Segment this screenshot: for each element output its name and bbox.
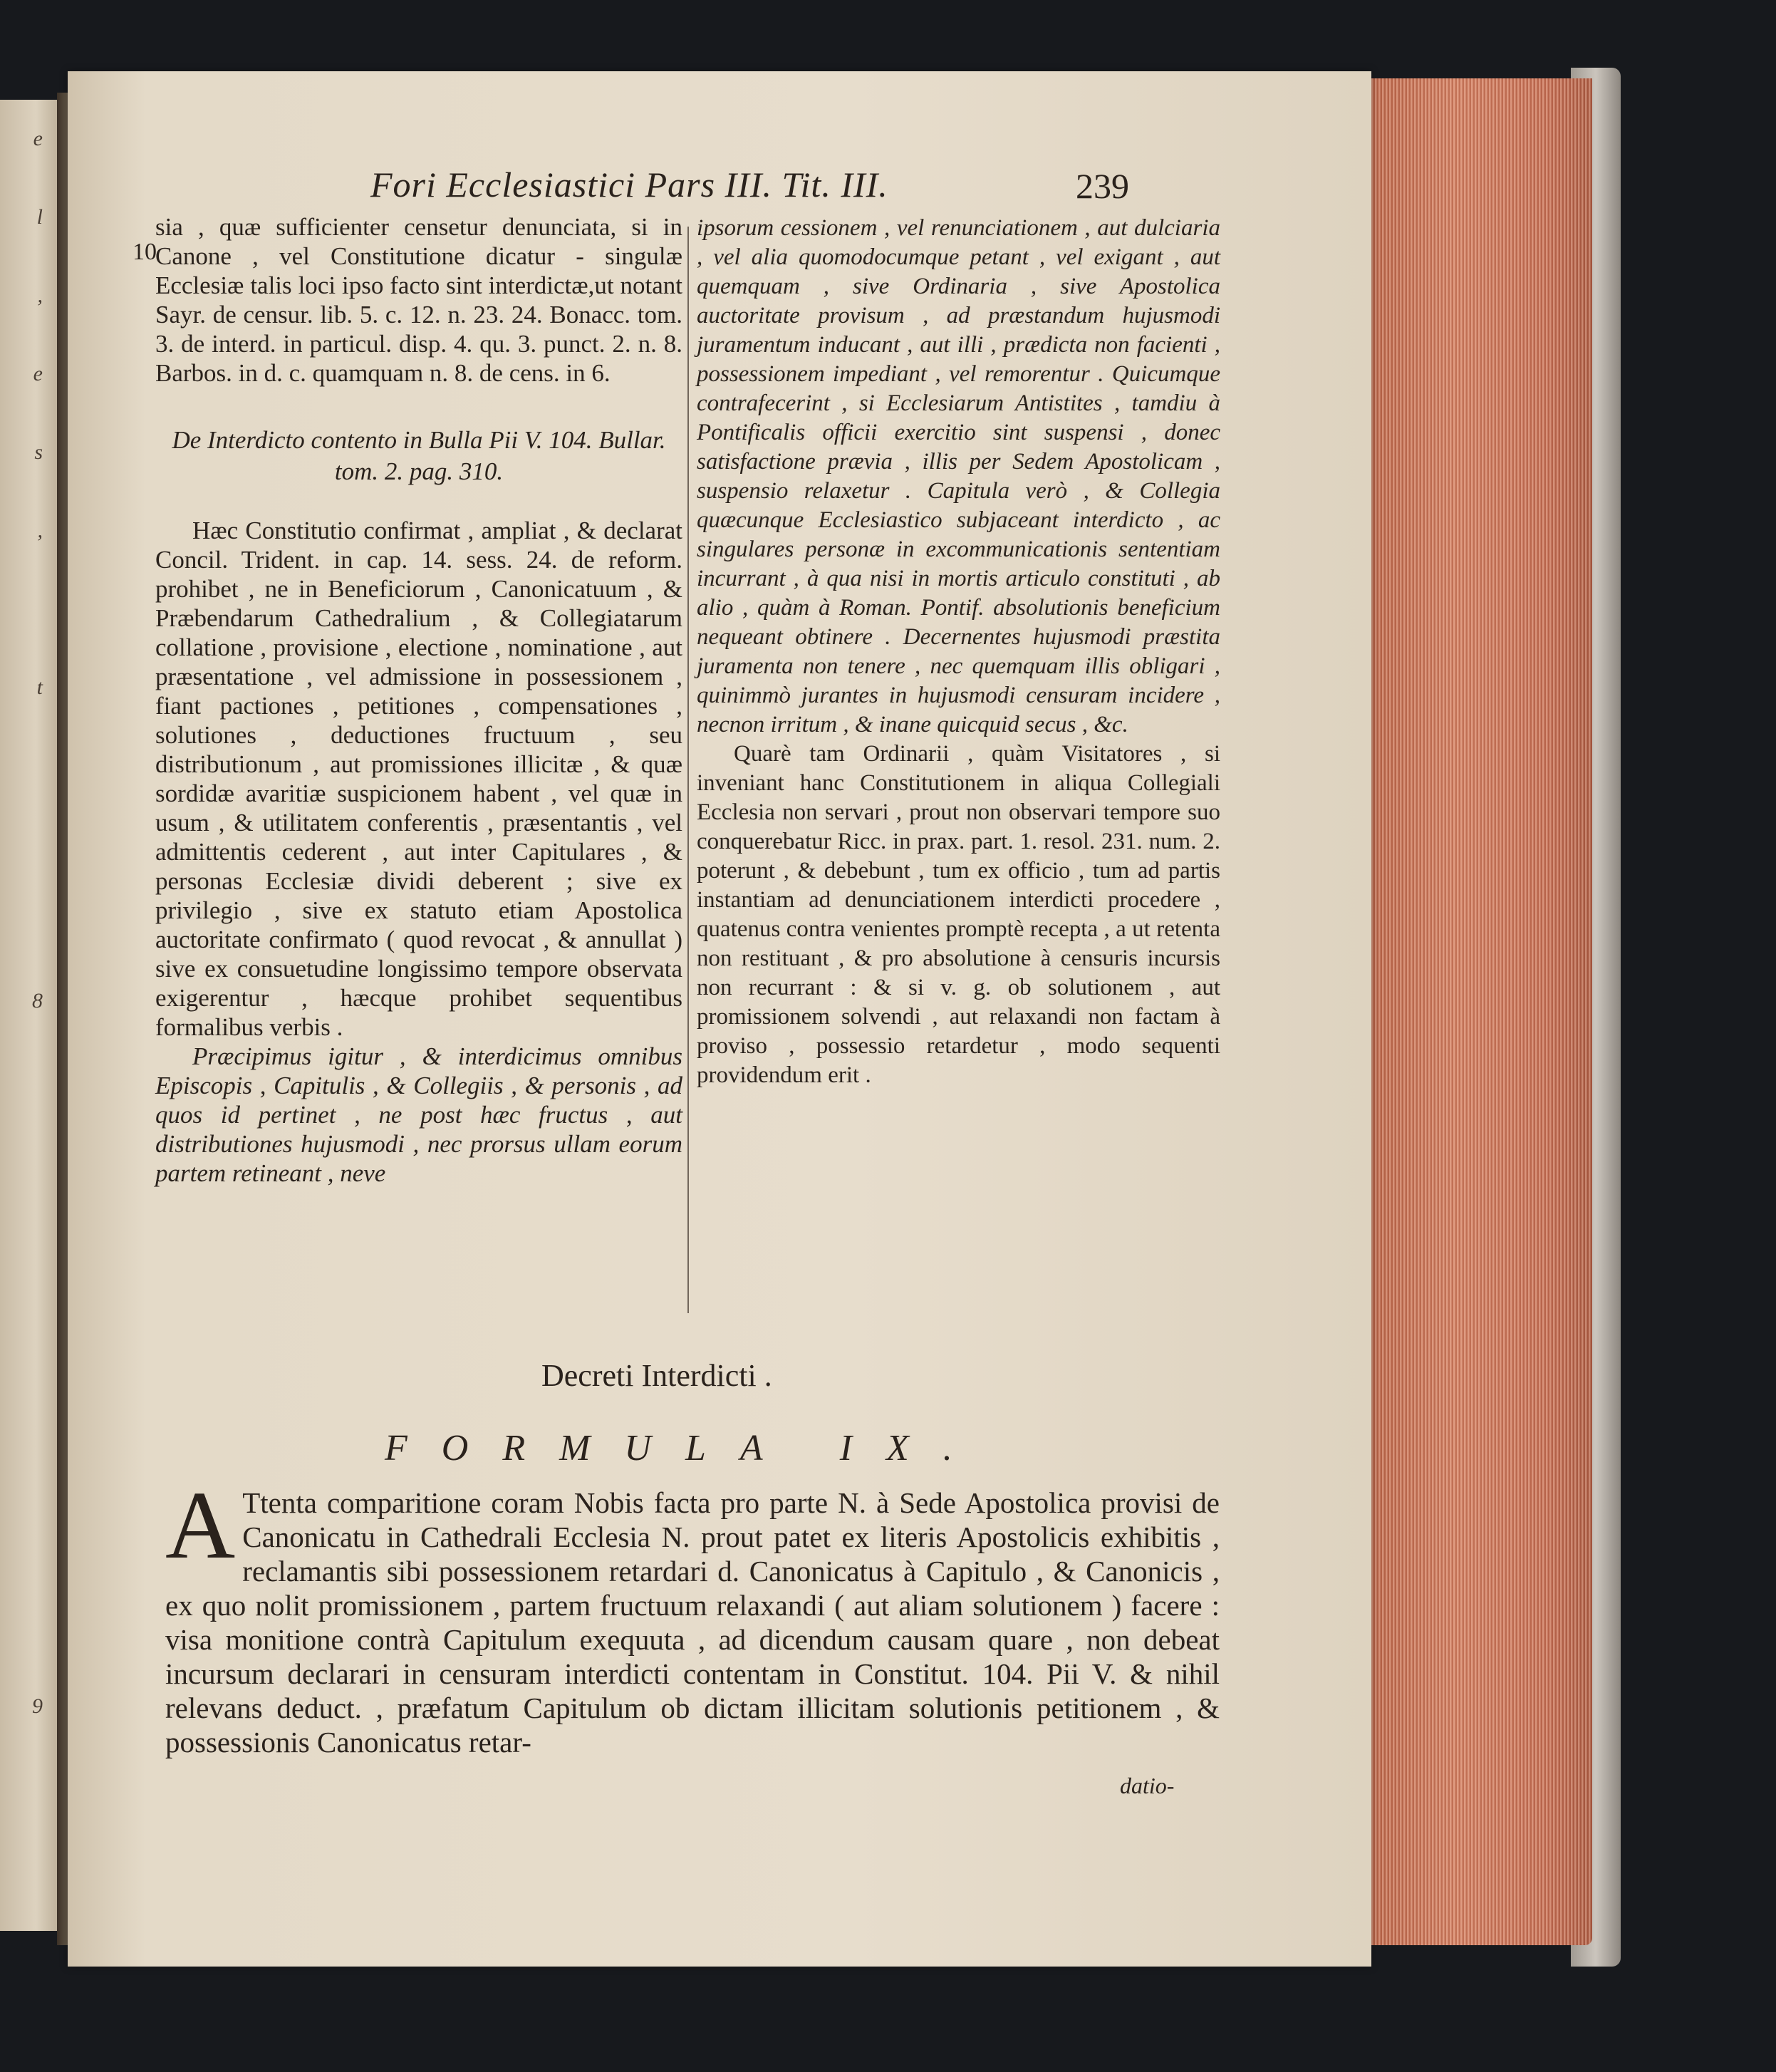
page-number: 239 xyxy=(1076,166,1129,206)
right-paragraph-1: ipsorum cessionem , vel renunciationem , aut dulciaria , vel alia quomodocumque petant , vel exigant , aut quemquam , sive Ordinaria , sive Apostolica auctoritate provisum , ad præstandum hujusmodi juramentum inducant , aut illi , prædicta non facienti , possessionem impediant , vel remorentur . Quicumque contrafecerint , si Ecclesiarum Antistites , tamdiu à Pontificalis officii exercitio sint suspensi , donec satisfactione prævia , illis per Sedem Apostolicam , suspensio relaxetur . Capitula verò , & Collegia quæcunque Ecclesiastico subjaceant interdicto , ac singulares personæ in excommunicationis sententiam incurrant , à qua nisi in mortis articulo constituti , ab alio , quàm à Roman. Pontif. absolutionis beneficium nequeant obtinere . Decernentes hujusmodi præstita juramenta non tenere , nec quemquam illis obligari , quinimmò jurantes in hujusmodi censuram incidere , necnon irritum , & inane quicquid secus , &c. xyxy=(697,215,1220,737)
formula-text: Ttenta comparitione coram Nobis facta pro parte N. à Sede Apostolica provisi de Canonicatu in Cathedrali Ecclesia N. prout patet ex literis Apostolicis exhibitis , reclamantis sibi possessionem retardari d. Canonicatus à Capitulo , & Canonicis , ex quo nolit promissionem , partem fructuum relaxandi ( aut aliam solutionem ) facere : visa monitione contrà Capitulum exequuta , ad dicendum causam quare , non debeat incursum declarari in censuram interdicti contentam in Constitut. 104. Pii V. & nihil relevans deduct. , præfatum Capitulum ob dictam illicitam solutionis petitionem , & possessionis Canonicatus retar- xyxy=(165,1486,1220,1758)
section-title: Decreti Interdicti . xyxy=(541,1358,772,1393)
catchword: datio- xyxy=(1120,1773,1175,1798)
formula-body xyxy=(165,1472,1220,1759)
left-paragraph-2: Hæc Constitutio confirmat , ampliat , & declarat Concil. Trident. in cap. 14. sess. 24. de reform. prohibet , ne in Beneficiorum , Canonicatuum , & Præbendarum Cathedralium , & Collegiatarum collatione , provisione , electione , nominatione , aut præsentatione , vel admissione in possessionem , fiant pactiones , petitiones , compensationes , solutiones , deductiones fructuum , seu distributionum , aut promissiones illicitæ , & quæ sordidæ avaritiæ suspicionem habent , vel quæ in usum , & utilitatem conferentis , præsentantis , vel admittentis cederent , aut inter Capitulares , & personas Ecclesiæ dividi deberent ; sive ex privilegio , sive ex statuto etiam Apostolica auctoritate confirmato ( quod revocat , & annullat ) sive ex consuetudine longissimo tempore observata exigerentur , hæcque prohibet sequentibus formalibus verbis . xyxy=(155,517,682,1041)
page-block-fore-edge xyxy=(1364,78,1592,1945)
left-subheading: De Interdicto contento in Bulla Pii V. 104. Bullar. tom. 2. pag. 310. xyxy=(172,426,666,485)
right-paragraph-2: Quarè tam Ordinarii , quàm Visitatores , si inveniant hanc Constitutionem in aliqua Collegiali Ecclesia non servari , prout non observari tempore suo conquerebatur Ricc. in prax. part. 1. resol. 231. num. 2. poterunt , & debebunt , tum ex officio , tum ad partis instantiam ad denunciationem interdicti procedere , quatenus contra venientes promptè recepta , a ut retenta non restituant , & pro absolutione à censuris incursis non recurrant : & si v. g. ob solutionem , aut promissionem solvendi , aut relaxandi non factam à proviso , possessio retardetur , modo sequenti providendum erit . xyxy=(697,741,1220,1088)
running-head: Fori Ecclesiastici Pars III. Tit. III. xyxy=(370,165,888,204)
left-paragraph-1: sia , quæ sufficienter censetur denunciata, si in Canone , vel Constitutione dicatur - singulæ Ecclesiæ talis loci ipso facto sint interdictæ,ut notant Sayr. de censur. lib. 5. c. 12. n. 23. 24. Bonacc. tom. 3. de interd. in particul. disp. 4. qu. 3. punct. 2. n. 8. Barbos. in d. c. quamquam n. 8. de cens. in 6. xyxy=(155,213,682,387)
left-column xyxy=(155,212,682,1188)
facing-page-edge xyxy=(0,100,66,1931)
facing-page-fragments: e l , e s , t 8 9 xyxy=(32,127,43,1718)
formula-title: FORMULA IX. xyxy=(385,1428,987,1468)
drop-cap: A xyxy=(165,1472,236,1579)
column-rule xyxy=(687,227,689,1313)
right-column xyxy=(697,214,1220,1090)
left-paragraph-3: Præcipimus igitur , & interdicimus omnibus Episcopis , Capitulis , & Collegiis , & personis , ad quos id pertinet , ne post hæc fructus , aut distributiones hujusmodi , nec prorsus ullam eorum partem retineant , neve xyxy=(155,1042,682,1187)
line-marker: 10 xyxy=(133,239,157,265)
